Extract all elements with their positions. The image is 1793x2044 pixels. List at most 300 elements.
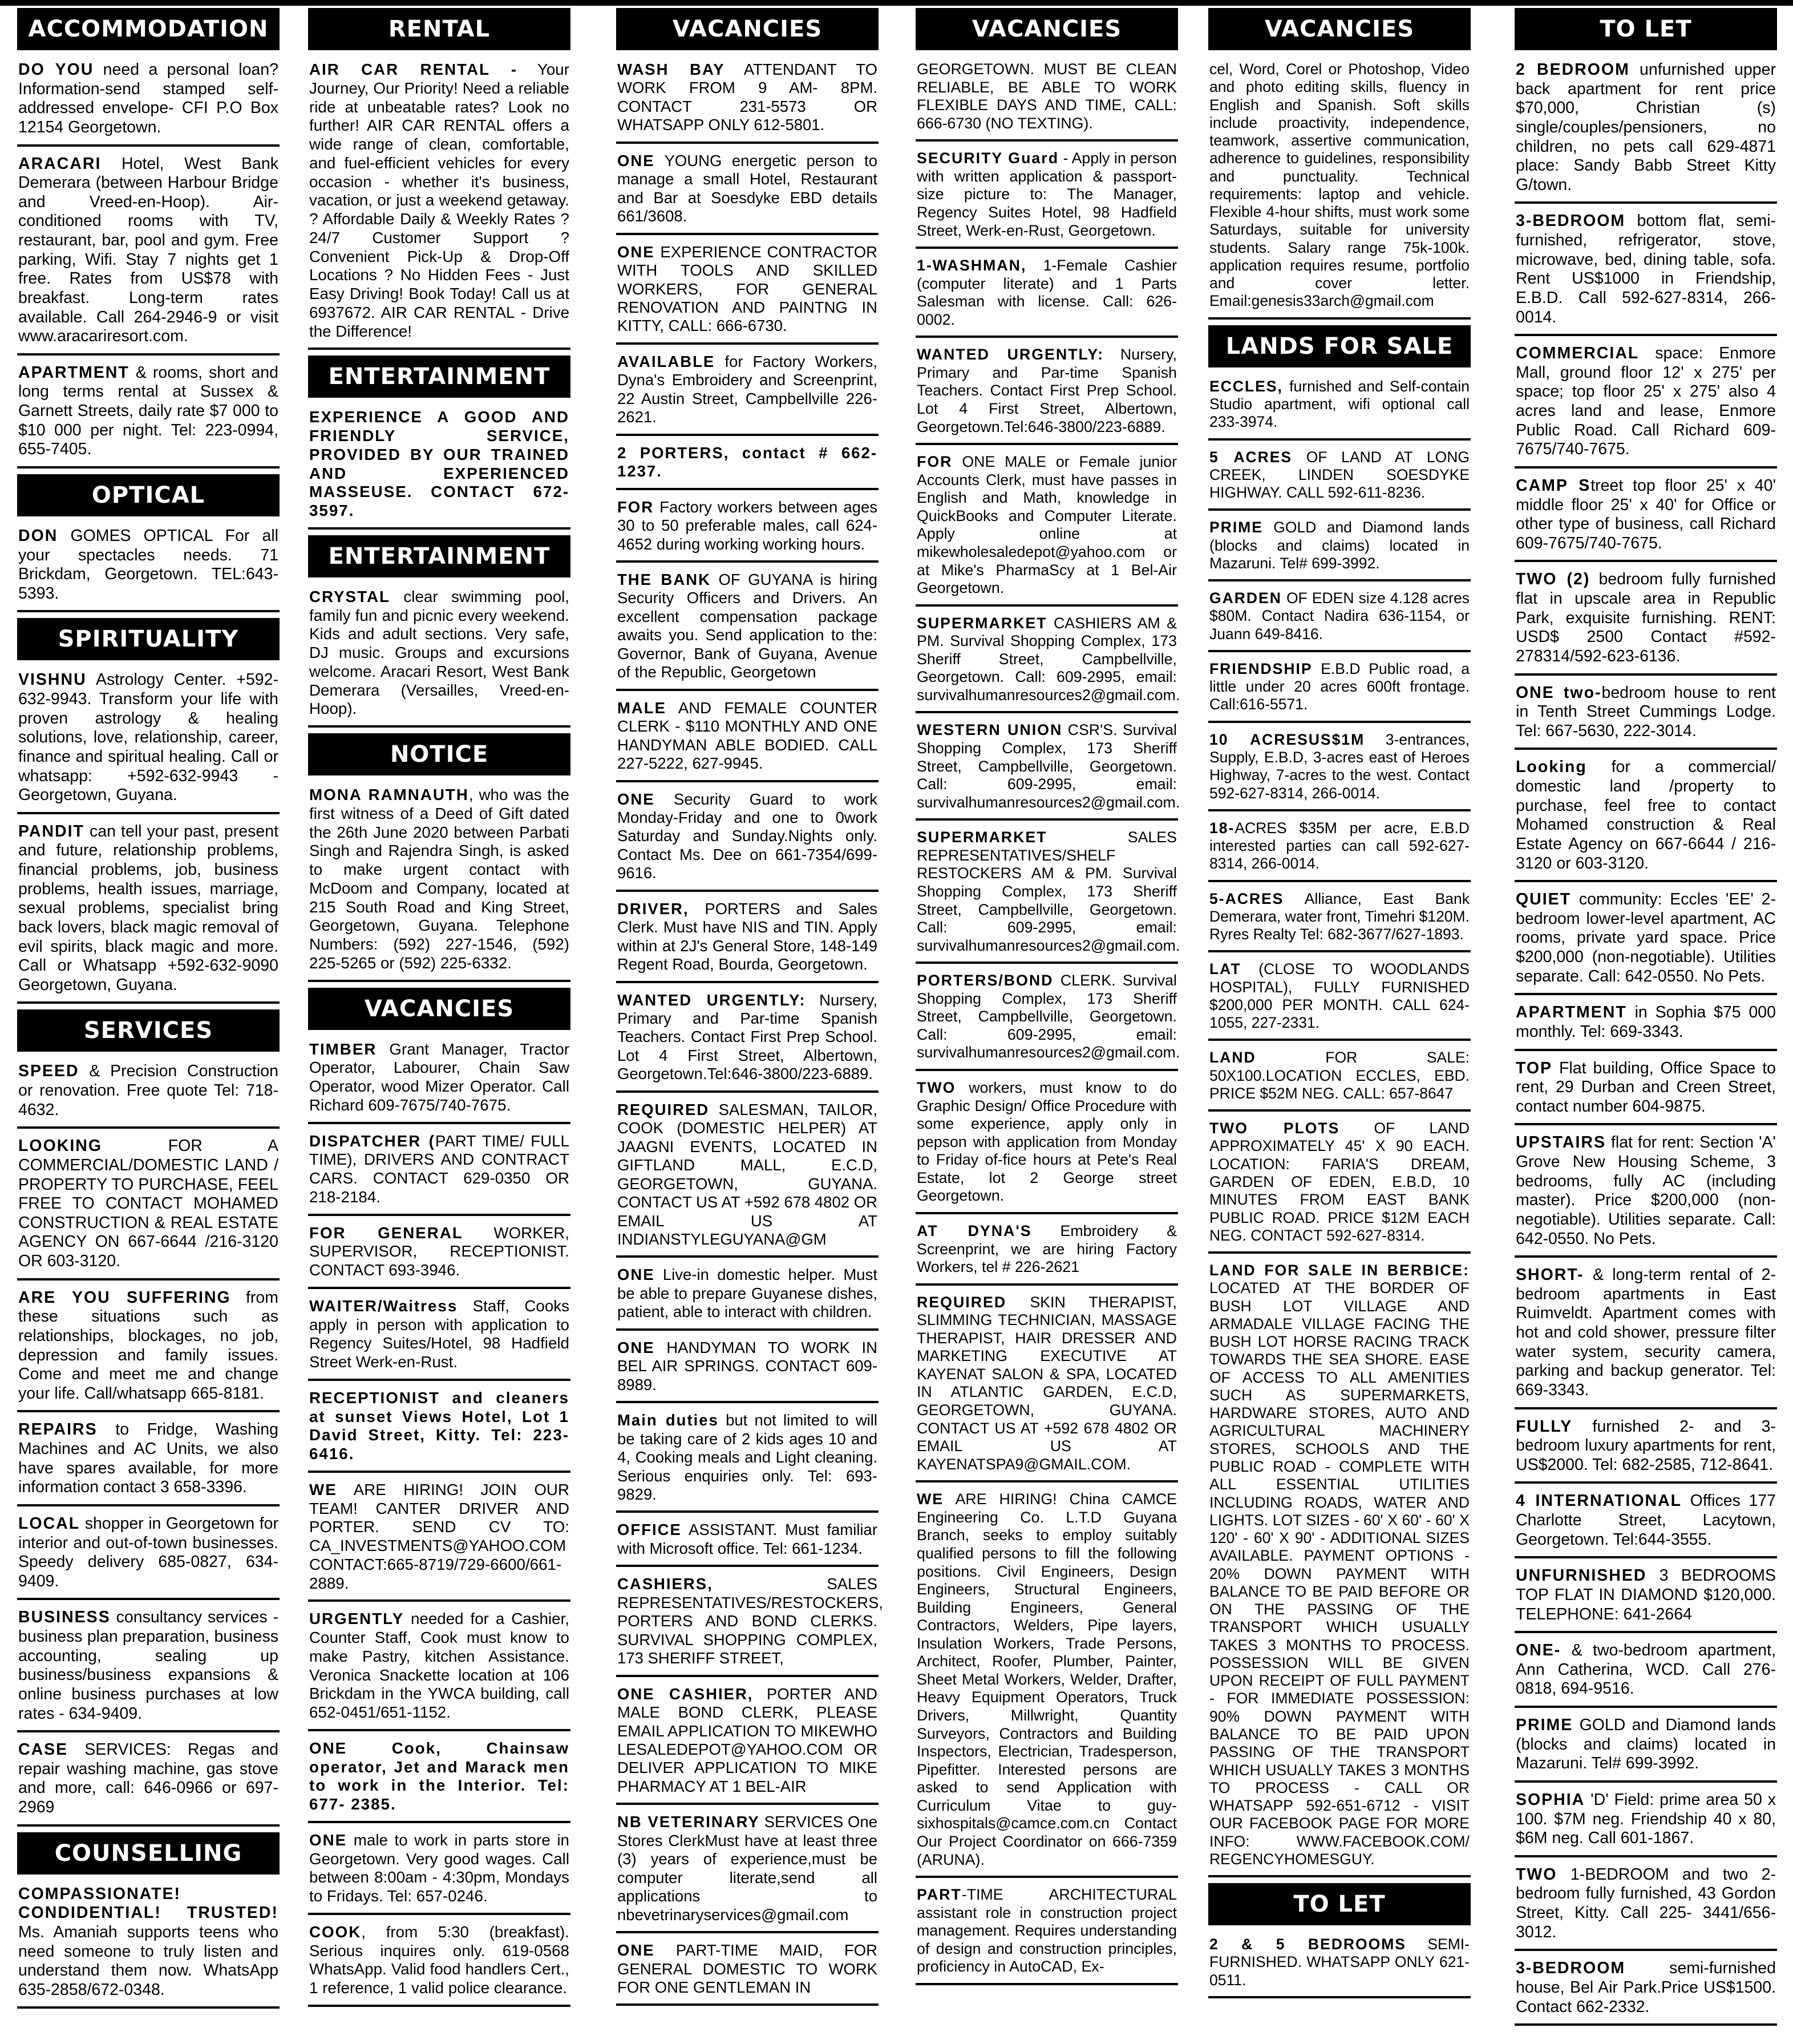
ad-lead: ONE: [617, 151, 655, 169]
ad-lead: QUIET: [1516, 890, 1572, 909]
classified-ad: [1208, 516, 1471, 581]
section-heading: COUNSELLING: [17, 1832, 280, 1875]
ad-lead: NB VETERINARY: [617, 1813, 760, 1831]
ad-lead: ARE YOU SUFFERING: [18, 1288, 231, 1307]
ad-text: GOLD and Diamond lands (blocks and claims) located in Mazaruni. Tel# 699-3992.: [1209, 519, 1470, 572]
classified-ad: [1208, 729, 1471, 811]
classified-ad: [616, 568, 879, 691]
classified-ad: [1208, 587, 1471, 652]
ad-lead: SHORT-: [1516, 1266, 1584, 1284]
section-heading: LANDS FOR SALE: [1208, 325, 1471, 367]
ad-text: flat for rent: Section 'A' Grove New Housing Scheme, 3 bedrooms, fully AC (including master). Price $200,000 (non-negotiable). Utilities separate. Call: 642-0550. No Pets.: [1516, 1133, 1776, 1248]
ad-lead: EXPERIENCE A GOOD AND FRIENDLY SERVICE, PROVIDED BY OUR TRAINED AND EXPERIENCED MASSEUSE. CONTACT 672-3597.: [309, 408, 569, 519]
ad-lead: THE BANK: [617, 570, 711, 588]
ad-lead: GARDEN: [1209, 589, 1282, 607]
classified-ad: [1515, 209, 1777, 336]
ad-text: PART-TIME MAID, FOR GENERAL DOMESTIC TO WORK FOR ONE GENTLEMAN IN: [617, 1941, 877, 1996]
column-5: [1208, 8, 1471, 2004]
ad-text: Security Guard to work Monday-Friday and one to 0work Saturday and Sunday.Nights only. Contact Ms. Dee on 661-7354/699-9616.: [617, 790, 877, 882]
ad-lead: COMMERCIAL: [1516, 344, 1640, 363]
section-heading: ACCOMMODATION: [17, 8, 280, 50]
ad-lead: DON: [18, 526, 58, 545]
ad-lead: PANDIT: [18, 822, 84, 841]
ad-text: semi-furnished house, Bel Air Park.Price US$1500. Contact 662-2332.: [1516, 1959, 1776, 2016]
ad-lead: SPEED: [18, 1062, 79, 1081]
ad-text: Flat building, Office Space to rent, 29 Durban and Creen Street, contact number 604-9875.: [1516, 1059, 1776, 1116]
ad-text: unfurnished upper back apartment for rent price $70,000, Christian (s) single/couples/pensioners, no children, no pets call 629-4871 place: Sandy Babb Street Kitty G/town.: [1516, 60, 1776, 194]
ad-text: but not limited to will be taking care of 2 kids ages 10 and 4, Cooking meals and Light cleaning. Serious enquiries only. Tel: 693-9829.: [617, 1411, 878, 1503]
ad-text: ASSISTANT. Must familiar with Microsoft office. Tel: 661-1234.: [617, 1521, 877, 1557]
column-6: [1515, 8, 1777, 2031]
ad-text: furnished 2- and 3-bedroom luxury apartments for rent, US$2000. Tel: 682-2585, 712-8641.: [1516, 1417, 1776, 1474]
ad-text: OF LAND AT LONG CREEK, LINDEN SOESDYKE HIGHWAY. CALL 592-611-8236.: [1209, 448, 1470, 502]
ad-lead: 5-ACRES: [1209, 890, 1284, 907]
ad-text: 1-Female Cashier (computer literate) and 1 Parts Salesman with license. Call: 626-0002.: [917, 257, 1177, 328]
classified-ad: [1208, 817, 1471, 882]
section-heading: TO LET: [1515, 8, 1777, 50]
column-3: [616, 8, 884, 2011]
classified-ad: [1208, 446, 1471, 511]
classified-ad: [1515, 1263, 1777, 1409]
ad-text: 'D' Field: prime area 50 x 100. $7M neg. Friendship 40 x 80, $6M neg. Call 601-1867.: [1516, 1790, 1776, 1848]
classified-ad: [916, 612, 1178, 714]
classified-ad: [1515, 568, 1777, 675]
classified-ad: [616, 58, 879, 144]
ad-text: bottom flat, semi-furnished, refrigerator, stove, microwave, bed, dining table, sofa. Rent US$1000 in Friendship, E.B.D. Call 592-627-8314, 266-0014.: [1516, 212, 1776, 326]
ad-text: male to work in parts store in Georgetown. Very good wages. Call between 8:00am - 4:30pm, Mondays to Fridays. Tel: 657-0246.: [309, 1831, 569, 1905]
ad-text: CASHIERS AM & PM. Survival Shopping Complex, 173 Sheriff Street, Campbellville, Georgetown. Call: 609-2995, email: survivalhumanresources2@gmail.com.: [917, 614, 1180, 704]
classified-ad: [308, 1130, 570, 1216]
ad-text: consultancy services - business plan preparation, business accounting, sealing up business/business expansions & online business purchases at low rates - 634-9409.: [18, 1608, 278, 1723]
ad-text: 3 BEDROOMS TOP FLAT IN DIAMOND $120,000. TELEPHONE: 641-2664: [1516, 1566, 1776, 1623]
classified-ad: [616, 697, 879, 782]
ad-lead: ONE: [617, 243, 655, 261]
ad-text: in Sophia $75 000 monthly. Tel: 669-3343.: [1516, 1003, 1776, 1041]
ad-text: EXPERIENCE CONTRACTOR WITH TOOLS AND SKILLED WORKERS, FOR GENERAL RENOVATION AND PAINTNG IN KITTY, CALL: 666-6730.: [617, 243, 877, 335]
ad-lead: APARTMENT: [18, 363, 129, 382]
section-heading: VACANCIES: [1208, 8, 1471, 50]
classified-ad: [1208, 1047, 1471, 1112]
ad-text: Embroidery & Screenprint, we are hiring Factory Workers, tel # 226-2621: [917, 1222, 1177, 1276]
ad-lead: 5 ACRES: [1209, 448, 1293, 466]
classified-ad: [916, 826, 1178, 964]
classified-ad: [916, 1077, 1178, 1214]
classified-ad: [1515, 1788, 1777, 1857]
ad-text: ATTENDANT TO WORK FROM 9 AM- 8PM. CONTACT 231-5573 OR WHATSAPP ONLY 612-5801.: [617, 60, 878, 134]
ad-text: PART TIME/ FULL TIME), DRIVERS AND CONTRACT CARS. CONTACT 629-0350 OR 218-2184.: [309, 1132, 569, 1206]
classified-ad: [616, 1336, 879, 1403]
ad-text: ARE HIRING! JOIN OUR TEAM! CANTER DRIVER AND PORTER. SEND CV TO: CA_INVESTMENTS@YAHOO.COM CONTACT:665-8719/729-6600/661-2889.: [309, 1480, 569, 1592]
section-heading: RENTAL: [308, 8, 570, 50]
classified-ad: [308, 1387, 570, 1473]
ad-text: GEORGETOWN. MUST BE CLEAN RELIABLE, BE ABLE TO WORK FLEXIBLE DAYS AND TIME, CALL: 666-6730 (NO TEXTING).: [917, 60, 1177, 132]
ad-lead: ONE CASHIER,: [617, 1685, 754, 1703]
classified-ad: [17, 58, 280, 147]
ad-lead: APARTMENT: [1516, 1003, 1627, 1022]
ad-lead: AVAILABLE: [617, 352, 715, 370]
classified-ad: [616, 1939, 879, 2006]
ad-lead: UNFURNISHED: [1516, 1566, 1647, 1585]
classified-ad: [616, 241, 879, 345]
ad-text: Hotel, West Bank Demerara (between Harbour Bridge and Vreed-en-Hoop). Air-conditioned rooms with TV, restaurant, bar, pool and gym. Free parking, Wifi. Stay 7 nights get 1 free. Rates from US$78 with breakfast. Long-term rates available. Call 264-2946-9 or visit www.aracariresort.com.: [18, 154, 278, 346]
ad-text: 1-BEDROOM and two 2-bedroom fully furnished, 43 Gordon Street, Kitty. Call 225- 3441/656-3012.: [1516, 1865, 1776, 1941]
ad-lead: ONE: [617, 1941, 655, 1960]
classified-ad: [17, 152, 280, 356]
ad-lead: CAMP S: [1516, 476, 1591, 495]
classified-ad: [616, 150, 879, 235]
classified-ad: [1515, 1564, 1777, 1633]
classified-ad: [1515, 1639, 1777, 1708]
classified-ad: [1515, 1714, 1777, 1783]
ad-lead: TOP: [1516, 1059, 1553, 1077]
ad-text: GOLD and Diamond lands (blocks and claims) located in Mazaruni. Tel# 699-3992.: [1516, 1716, 1776, 1773]
ad-text: Nursery, Primary and Par-time Spanish Teachers. Contact First Prep School. Lot 4 First Street, Albertown, Georgetown.Tel:646-3800/223-6889.: [617, 991, 877, 1083]
ad-lead: DRIVER,: [617, 899, 689, 918]
ad-text: Alliance, East Bank Demerara, water front, Timehri $120M. Ryres Realty Tel: 682-3677/627-1893.: [1209, 890, 1470, 943]
ad-lead: WE: [309, 1480, 337, 1498]
ad-lead: 3-BEDROOM: [1516, 1959, 1626, 1978]
classified-ad: [616, 1409, 879, 1513]
ad-text: ARE HIRING! China CAMCE Engineering Co. L.T.D Guyana Branch, seeks to employ suitably qualified persons to fill the following positions. Civil Engineers, Design Engineers, Structural Engineers, Building Engineers, General Contractors, Welders, Pipe layers, Insulation Workers, Trade Persons, Architect, Roofer, Plumber, Painter, Sheet Metal Workers, Welder, Drafter, Heavy Equipment Operators, Truck Drivers, Millwright, Quantity Surveyors, Contractors and Building Inspectors, Electrician, Tradesperson, Pipefitter. Interested persons are asked to send Application with Curriculum Vitae to guy-sixhospitals@camce.com.cn Contact Our Project Coordinator on 666-7359 (ARUNA).: [917, 1490, 1177, 1868]
ad-lead: LAT: [1209, 960, 1241, 978]
section-heading: OPTICAL: [17, 474, 280, 516]
ad-text: Offices 177 Charlotte Street, Lacytown, Georgetown. Tel:644-3555.: [1516, 1492, 1776, 1549]
ad-lead: 2 BEDROOM: [1516, 60, 1630, 79]
ad-lead: PART: [917, 1886, 962, 1904]
ad-lead: DISPATCHER (: [309, 1132, 435, 1150]
ad-lead: ONE-: [1516, 1641, 1561, 1660]
section-heading: TO LET: [1208, 1883, 1471, 1925]
classified-ad: [17, 1512, 280, 1601]
ad-text: & long-term rental of 2-bedroom apartments in East Ruimveldt. Apartment comes with hot and cold shower, pressure filter water system, security camera, parking and backup generator. Tel: 669-3343.: [1516, 1266, 1776, 1399]
ad-lead: TWO: [1516, 1865, 1557, 1884]
ad-lead: LAND: [1209, 1049, 1256, 1067]
ad-lead: COMPASSIONATE! CONDIDENTIAL! TRUSTED!: [18, 1884, 278, 1922]
classified-ad: [1515, 342, 1777, 468]
classified-ad: [17, 1060, 280, 1129]
classified-ad: [308, 783, 570, 982]
classified-ad: [308, 406, 570, 530]
ad-text: E.B.D Public road, a little under 20 acres 600ft frontage. Call:616-5571.: [1209, 660, 1470, 713]
ad-lead: REPAIRS: [18, 1420, 98, 1439]
ad-text: ACRES $35M per acre, E.B.D interested parties can call 592-627-8314, 266-0014.: [1209, 819, 1470, 872]
classified-ad: [616, 1098, 879, 1258]
ad-lead: AIR CAR RENTAL -: [309, 60, 518, 78]
ad-text: SALES REPRESENTATIVES/SHELF RESTOCKERS AM & PM. Survival Shopping Complex, 173 Sheriff Street, Campbellville, Georgetown. Call: 609-2995, email: survivalhumanresources2@gmail.com.: [917, 829, 1180, 954]
ad-lead: ONE: [309, 1831, 347, 1849]
classified-ad: [17, 361, 280, 468]
ad-text: OF LAND APPROXIMATELY 45' X 90 EACH. LOCATION: FARIA'S DREAM, GARDEN OF EDEN, E.B.D, 10 MINUTES FROM EAST BANK PUBLIC ROAD. PRICE $12M EACH NEG. CONTACT 592-627-8314.: [1209, 1120, 1470, 1244]
classified-ad: [616, 1811, 879, 1933]
ad-lead: Main duties: [617, 1411, 719, 1429]
ad-lead: 10 ACRESUS$1M: [1209, 730, 1365, 748]
ad-lead: 1-WASHMAN,: [917, 257, 1027, 274]
classified-ad: [616, 496, 879, 563]
classified-ad: [616, 989, 879, 1093]
ad-lead: COOK: [309, 1922, 362, 1941]
ad-lead: FOR: [617, 498, 654, 516]
section-heading: VACANCIES: [916, 8, 1178, 50]
ad-lead: Looking: [1516, 758, 1587, 777]
ad-lead: PRIME: [1516, 1716, 1573, 1734]
ad-text: shopper in Georgetown for interior and out-of-town businesses. Speedy delivery 685-0827, 634-9409.: [18, 1514, 278, 1590]
classified-ad: [916, 1884, 1178, 1985]
ad-lead: PRIME: [1209, 519, 1263, 536]
ad-text: bedroom house to rent in Tenth Street Cummings Lodge. Tel: 667-5630, 222-3014.: [1516, 683, 1776, 740]
classified-ad: [1208, 1117, 1471, 1254]
ad-lead: ARACARI: [18, 154, 102, 173]
classified-ad: [616, 1573, 884, 1677]
classified-ad: [308, 1829, 570, 1915]
ad-lead: SECURITY Guard: [917, 150, 1059, 167]
ad-text: PORTERS and Sales Clerk. Must have NIS and TIN. Apply within at 2J's General Store, 148-149 Regent Road, Bourda, Georgetown.: [617, 899, 877, 973]
ad-lead: FULLY: [1516, 1417, 1573, 1436]
ad-lead: WASH BAY: [617, 60, 725, 78]
ad-lead: SUPERMARKET: [917, 614, 1047, 632]
ad-text: Live-in domestic helper. Must be able to prepare Guyanese dishes, patient, able to interact with children.: [617, 1266, 877, 1321]
ad-text: CLERK. Survival Shopping Complex, 173 Sheriff Street, Campbellville, Georgetown. Call: 609-2995, email: survivalhumanresources2@gmail.com.: [917, 972, 1180, 1061]
ad-text: bedroom fully furnished flat in upscale area in Republic Park, exquisite furnishing. RENT: USD$ 2500 Contact #592-278314/592-623-6136.: [1516, 570, 1776, 665]
column-2: [308, 8, 570, 2013]
classified-ad: [1515, 1863, 1777, 1952]
ad-text: SALESMAN, TAILOR, COOK (DOMESTIC HELPER) AT JAAGNI EVENTS, LOCATED IN GIFTLAND MALL, E.C.D, GEORGETOWN, GUYANA. CONTACT US AT +592 678 4802 OR EMAIL US AT INDIANSTYLEGUYANA@GM: [617, 1100, 877, 1249]
ad-text: SEMI-FURNISHED. WHATSAPP ONLY 621-0511.: [1209, 1936, 1470, 1989]
ad-lead: ONE: [617, 790, 655, 808]
classified-ad: [308, 585, 570, 728]
classified-ad: [308, 1222, 570, 1289]
ad-text: WORKER, SUPERVISOR, RECEPTIONIST. CONTACT 693-3946.: [309, 1223, 569, 1279]
ad-lead: 2 PORTERS, contact # 662-1237.: [617, 443, 877, 480]
ad-text: from these situations such as relationships, blockages, no job, depression and family issues. Come and meet me and change your life. Call/whatsapp 665-8181.: [18, 1288, 279, 1403]
ad-lead: LOCAL: [18, 1514, 80, 1533]
classified-ad: [1515, 1957, 1777, 2026]
section-heading: NOTICE: [308, 733, 570, 775]
ad-lead: ONE Cook, Chainsaw operator, Jet and Marack men to work in the Interior. Tel: 677- 2385.: [309, 1739, 569, 1813]
classified-ad: [17, 820, 280, 1004]
classified-ad: [916, 1291, 1178, 1483]
classified-ad: [1515, 888, 1777, 995]
classified-ad: [1208, 888, 1471, 953]
ad-lead: ONE: [617, 1338, 655, 1356]
classified-ad: [1515, 756, 1777, 882]
ad-text: OF GUYANA is hiring Security Officers and Drivers. An excellent compensation package awaits you. Send application to the: Governor, Bank of Guyana, Avenue of the Republic, Georgetown: [617, 570, 877, 681]
classified-ad: [916, 451, 1178, 607]
ad-text: can tell your past, present and future, relationship problems, financial problems, job, business problems, health issues, marriage, sexual problems, specialist bring back lovers, black magic removal of evil spirits, black magic and more. Call or Whatsapp +592-632-9090 Georgetown, Guyana.: [18, 822, 278, 994]
ad-lead: MONA RAMNAUTH: [309, 786, 469, 803]
ad-lead: 18-: [1209, 819, 1235, 837]
classified-ad: [916, 1488, 1178, 1878]
classified-ad: [1208, 1933, 1471, 1998]
ad-text: Astrology Center. +592-632-9943. Transform your life with proven astrology & healing solutions, love, relationship, career, finance and spiritual healing. Call or whatsapp: +592-632-9943 - Georgetown, Guyana.: [18, 670, 278, 805]
ad-lead: 2 & 5 BEDROOMS: [1209, 1936, 1406, 1953]
ad-text: ONE MALE or Female junior Accounts Clerk, must have passes in English and Math, knowledge in QuickBooks and Computer Literate. Apply online at mikewholesaledepot@yahoo.com or at Mike's PharmaScy at 1 Bel-Air Georgetown.: [917, 453, 1177, 597]
ad-text: to Fridge, Washing Machines and AC Units, we also have spares available, for more information contact 3 658-3396.: [18, 1420, 278, 1497]
ad-lead: AT DYNA'S: [917, 1222, 1032, 1239]
ad-text: community: Eccles 'EE' 2-bedroom lower-level apartment, AC rooms, private yard space. Price $200,000 (non-negotiable). Utilities separate. Call: 642-0550. No Pets.: [1516, 890, 1776, 985]
classified-ad: [308, 1479, 570, 1602]
classified-ad: [1208, 958, 1471, 1041]
ad-text: for a commercial/ domestic land /property to purchase, feel free to contact Mohamed construction & Real Estate Agency on 667-6644 / 216-3120 or 603-3120.: [1516, 758, 1776, 872]
ad-text: - Apply in person with written application & passport-size picture to: The Manager, Regency Suites Hotel, 98 Hadfield Street, Werk-en-Rust, Georgetown.: [917, 150, 1177, 239]
ad-text: furnished and Self-contain Studio apartment, wifi optional call 233-3974.: [1209, 377, 1470, 431]
ad-text: CSR'S. Survival Shopping Complex, 173 Sheriff Street, Campbellville, Georgetown. Call: 609-2995, email: survivalhumanresources2@gmail.com.: [917, 721, 1180, 811]
ad-lead: FRIENDSHIP: [1209, 660, 1313, 677]
ad-lead: REQUIRED: [917, 1293, 1007, 1311]
classified-ad: [616, 788, 879, 892]
ad-text: & Precision Construction or renovation. Free quote Tel: 718-4632.: [18, 1062, 278, 1119]
ad-text: SERVICES: Regas and repair washing machine, gas stove and more, call: 646-0966 or 697-2969: [18, 1740, 278, 1816]
ad-text: Staff, Cooks apply in person with application to Regency Suites/Hotel, 98 Hadfield Street Werk-en-Rust.: [309, 1296, 569, 1371]
ad-text: treet top floor 25' x 40' middle floor 25' x 40' for Office or other type of business, call Richard 609-7675/740-7675.: [1516, 476, 1776, 552]
ad-lead: WE: [917, 1490, 944, 1508]
ad-lead: URGENTLY: [309, 1610, 404, 1628]
classified-ad: [616, 1263, 879, 1330]
classified-ad: [1515, 58, 1777, 204]
ad-lead: VISHNU: [18, 670, 87, 689]
classified-ad: [1515, 1057, 1777, 1126]
classified-ad: [308, 58, 570, 350]
classified-ad: [916, 719, 1178, 821]
classified-ad: [308, 1607, 570, 1731]
ad-text: SALES REPRESENTATIVES/RESTOCKERS, PORTERS AND BOND CLERKS. SURVIVAL SHOPPING COMPLEX, 173 SHERIFF STREET,: [617, 1575, 884, 1667]
ad-lead: 3-BEDROOM: [1516, 212, 1626, 231]
ad-text: LOCATED AT THE BORDER OF BUSH LOT VILLAGE AND ARMADALE VILLAGE FACING THE BUSH LOT HORSE RACING TRACK TOWARDS THE SEA SHORE. EASE OF ACCESS TO ALL AMENITIES SUCH AS SUPERMARKETS, HARDWARE STORES, AUTO AND AGRICULTURAL MACHINERY STORES, SCHOOLS AND THE PUBLIC ROAD - COMPLETE WITH ALL ESSENTIAL UTILITIES INCLUDING ROADS, WATER AND LIGHTS. LOT SIZES - 60' X 60' - 60' X 120' - 60' X 90' - ADDITIONAL SIZES AVAILABLE. PAYMENT OPTIONS - 20% DOWN PAYMENT WITH BALANCE TO BE PAID BEFORE OR ON THE PASSING OF THE TRANSPORT WHICH USUALLY TAKES 3 MONTHS TO PROCESS. POSSESSION WILL BE GIVEN UPON RECEIPT OF FULL PAYMENT - FOR IMMEDIATE POSSESSION: 90% DOWN PAYMENT WITH BALANCE TO BE PAID UPON PASSING OF THE TRANSPORT WHICH USUALLY TAKES 3 MONTHS TO PROCESS - CALL OR WHATSAPP 592-651-6712 - VISIT OUR FACEBOOK PAGE FOR MORE INFO: WWW.FACEBOOK.COM/ REGENCYHOMESGUY.: [1209, 1279, 1470, 1868]
section-heading: SERVICES: [17, 1009, 280, 1052]
column-1: [17, 8, 280, 2014]
ad-lead: WANTED URGENTLY:: [617, 991, 806, 1009]
ad-text: SKIN THERAPIST, SLIMMING TECHNICIAN, MASSAGE THERAPIST, HAIR DRESSER AND MARKETING EXECUTIVE AT KAYENAT SALON & SPA, LOCATED IN ATLANTIC GARDEN, E.C.D, GEORGETOWN, GUYANA. CONTACT US AT +592 678 4802 OR EMAIL US AT KAYENATSPA9@GMAIL.COM.: [917, 1293, 1177, 1473]
ad-lead: DO YOU: [18, 60, 94, 79]
classified-ad: [1515, 1415, 1777, 1484]
ad-lead: SOPHIA: [1516, 1790, 1585, 1809]
classified-ad: [1515, 1001, 1777, 1051]
ad-lead: CASHIERS,: [617, 1575, 713, 1593]
classified-ad: [616, 1683, 879, 1805]
ad-lead: ONE two-: [1516, 683, 1602, 702]
classified-ad: [916, 970, 1178, 1071]
ad-text: cel, Word, Corel or Photoshop, Video and photo editing skills, fluency in English and Spanish. Soft skills include proactivity, independence, teamwork, assertive communication, adherence to guidelines, responsibility and punctuality. Technical requirements: laptop and vehicle. Flexible 4-hour shifts, must work some Saturdays, suitable for university students. Salary range 75k-100k. application requires resume, portfolio and cover letter. Email:genesis33arch@gmail.com: [1209, 60, 1470, 310]
section-heading: ENTERTAINMENT: [308, 356, 570, 398]
classified-ad: [17, 1883, 280, 2009]
ad-text: need a personal loan? Information-send stamped self-addressed envelope- CFI P.O Box 12154 Georgetown.: [18, 60, 279, 136]
classified-ad: [17, 1738, 280, 1827]
ad-text: GOMES OPTICAL For all your spectacles needs. 71 Brickdam, Georgetown. TEL:643-5393.: [18, 526, 278, 603]
classified-ad: [17, 1134, 280, 1280]
ad-lead: BUSINESS: [18, 1608, 111, 1627]
ad-text: & two-bedroom apartment, Ann Catherina, WCD. Call 276-0818, 694-9516.: [1516, 1641, 1776, 1698]
ad-text: FOR A COMMERCIAL/DOMESTIC LAND / PROPERTY TO PURCHASE, FEEL FREE TO CONTACT MOHAMED CONSTRUCTION & REAL ESTATE AGENCY ON 667-6644 /216-3120 OR 603-3120.: [18, 1137, 278, 1270]
classified-ad: [1515, 1131, 1777, 1258]
classified-ad: [1208, 658, 1471, 723]
classified-ad: [17, 1606, 280, 1732]
ad-text: Nursery, Primary and Par-time Spanish Teachers. Contact First Prep School. Lot 4 First Street, Albertown, Georgetown.Tel:646-3800/223-6889.: [917, 346, 1177, 435]
ad-lead: SUPERMARKET: [917, 829, 1047, 846]
ad-lead: ONE: [617, 1266, 655, 1284]
ad-text: , from 5:30 (breakfast). Serious inquires only. 619-0568 WhatsApp. Valid food handlers Cert., 1 reference, 1 valid police clearance.: [309, 1922, 569, 1997]
ad-lead: 4 INTERNATIONAL: [1516, 1492, 1682, 1510]
ad-lead: RECEPTIONIST and cleaners at sunset Views Hotel, Lot 1 David Street, Kitty. Tel: 223-6416.: [309, 1388, 569, 1463]
ad-lead: WANTED URGENTLY:: [917, 346, 1104, 363]
ad-text: space: Enmore Mall, ground floor 12' x 275' per space; top floor 25' x 275' also 4 acres land and lease, Enmore Public Road. Call Richard 609-7675/740-7675.: [1516, 344, 1776, 459]
classified-ad: [1515, 681, 1777, 750]
ad-text: 3-entrances, Supply, E.B.D, 3-acres east of Heroes Highway, 7-acres to the west. Contact 592-627-8314, 266-0014.: [1209, 730, 1470, 802]
classified-ad: [916, 58, 1178, 142]
ad-text: OF EDEN size 4.128 acres $80M. Contact Nadira 636-1154, or Juann 649-8416.: [1209, 589, 1470, 643]
section-heading: VACANCIES: [616, 8, 879, 50]
ad-text: Grant Manager, Tractor Operator, Labourer, Chain Saw Operator, wood Mizer Operator. Call Richard 609-7675/740-7675.: [309, 1040, 569, 1114]
ad-text: FOR SALE: 50X100.LOCATION ECCLES, EBD. PRICE $52M NEG. CALL: 657-8647: [1209, 1049, 1470, 1102]
ad-lead: FOR GENERAL: [309, 1223, 463, 1242]
ad-text: clear swimming pool, family fun and picnic every weekend. Kids and adult sections. Very safe, DJ music. Groups and excursions welcome. Aracari Resort, West Bank Demerara (Versailles, Vreed-en-Hoop).: [309, 587, 569, 718]
classified-ad: [1208, 375, 1471, 441]
ad-lead: ECCLES,: [1209, 377, 1283, 395]
classified-ad: [916, 344, 1178, 445]
ad-lead: TIMBER: [309, 1040, 377, 1058]
ad-lead: TWO (2): [1516, 570, 1590, 589]
classified-ad: [616, 442, 879, 490]
ad-text: YOUNG energetic person to manage a small Hotel, Restaurant and Bar at Soesdyke EBD details 661/3608.: [617, 151, 877, 225]
ad-lead: WESTERN UNION: [917, 721, 1063, 739]
classified-ad: [1208, 1259, 1471, 1877]
classified-ad: [916, 147, 1178, 249]
classified-ad: [17, 524, 280, 613]
ad-lead: TWO: [917, 1079, 956, 1096]
classified-ad: [308, 1295, 570, 1381]
ad-lead: REQUIRED: [617, 1100, 710, 1118]
classified-ad: [1515, 1489, 1777, 1558]
section-heading: VACANCIES: [308, 988, 570, 1030]
section-heading: ENTERTAINMENT: [308, 535, 570, 577]
classified-ad: [308, 1921, 570, 2007]
classified-ad: [916, 1220, 1178, 1286]
ad-text: , who was the first witness of a Deed of Gift dated the 26th June 2020 between Parbati Singh and Rajendra Singh, is asked to make urgent contact with McDoom and Company, located at 215 South Road and King Street, Georgetown, Guyana. Telephone Numbers: (592) 227-1546, (592) 225-5265 or (592) 225-6332.: [309, 786, 569, 972]
ad-text: (CLOSE TO WOODLANDS HOSPITAL), FULLY FURNISHED $200,000 PER MONTH. CALL 624-1055, 227-2331.: [1209, 960, 1470, 1032]
classified-ad: [17, 1418, 280, 1506]
ad-lead: LOOKING: [18, 1137, 102, 1156]
ad-text: Factory workers between ages 30 to 50 preferable males, call 624-4652 during working working hours.: [617, 498, 877, 553]
ad-text: needed for a Cashier, Counter Staff, Cook must know to make Pastry, kitchen Assistance. Veronica Snackette location at 106 Brickdam in the YWCA building, call 652-0451/651-1152.: [309, 1610, 569, 1721]
classified-ad: [308, 1737, 570, 1823]
classified-ad: [616, 898, 879, 983]
ad-lead: UPSTAIRS: [1516, 1133, 1606, 1152]
ad-lead: FOR: [917, 453, 953, 471]
ad-text: workers, must know to do Graphic Design/ Office Procedure with some experience, apply only in pepson with application from Monday to Friday of-fice hours at Pete's Real Estate, lot 2 George street Georgetown.: [917, 1079, 1177, 1205]
ad-lead: TWO PLOTS: [1209, 1120, 1340, 1137]
ad-lead: CRYSTAL: [309, 587, 390, 605]
ad-text: HANDYMAN TO WORK IN BEL AIR SPRINGS. CONTACT 609-8989.: [617, 1338, 877, 1393]
ad-text: & rooms, short and long terms rental at Sussex & Garnett Streets, daily rate $7 000 to $10 000 per night. Tel: 223-0994, 655-7405.: [18, 363, 278, 459]
classified-ad: [1515, 474, 1777, 563]
ad-text: PORTER AND MALE BOND CLERK, PLEASE EMAIL APPLICATION TO MIKEWHO LESALEDEPOT@YAHOO.COM OR DELIVER APPLICATION TO MIKE PHARMACY AT 1 BEL-AIR: [617, 1685, 877, 1795]
ad-text: -TIME ARCHITECTURAL assistant role in construction project management. Requires understanding of design and construction principles, proficiency in AutoCAD, Ex-: [917, 1886, 1177, 1976]
ad-lead: WAITER/Waitress: [309, 1296, 458, 1315]
classified-ad: [17, 668, 280, 814]
ad-lead: OFFICE: [617, 1521, 682, 1539]
classified-ad: [616, 350, 879, 436]
classified-ad: [308, 1038, 570, 1124]
ad-lead: MALE: [617, 698, 666, 717]
ad-text: Your Journey, Our Priority! Need a reliable ride at unbeatable rates? Look no further! AIR CAR RENTAL offers a wide range of clean, comfortable, and fuel-efficient vehicles for every occasion - whether it's business, vacation, or just a weekend getaway. ? Affordable Daily & Weekly Rates ? 24/7 Customer Support ? Convenient Pick-Up & Drop-Off Locations ? No Hidden Fees - Just Easy Driving! Book Today! Call us at 6937672. AIR CAR RENTAL - Drive the Difference!: [309, 60, 569, 340]
ad-text: for Factory Workers, Dyna's Embroidery and Screenprint, 22 Austin Street, Campbellville 226-2621.: [617, 352, 877, 426]
ad-lead: CASE: [18, 1740, 68, 1759]
classified-ad: [616, 1518, 879, 1567]
classified-ad: [17, 1286, 280, 1413]
ad-text: AND FEMALE COUNTER CLERK - $110 MONTHLY AND ONE HANDYMAN ABLE BODIED. CALL 227-5222, 627-9945.: [617, 698, 877, 773]
section-heading: SPIRITUALITY: [17, 618, 280, 660]
classified-ad: [916, 255, 1178, 338]
ad-text: SERVICES One Stores ClerkMust have at least three (3) years of experience,must be computer literate,send all applications to nbevetrinaryservices@gmail.com: [617, 1813, 877, 1924]
ad-lead: LAND FOR SALE IN BERBICE:: [1209, 1262, 1470, 1279]
